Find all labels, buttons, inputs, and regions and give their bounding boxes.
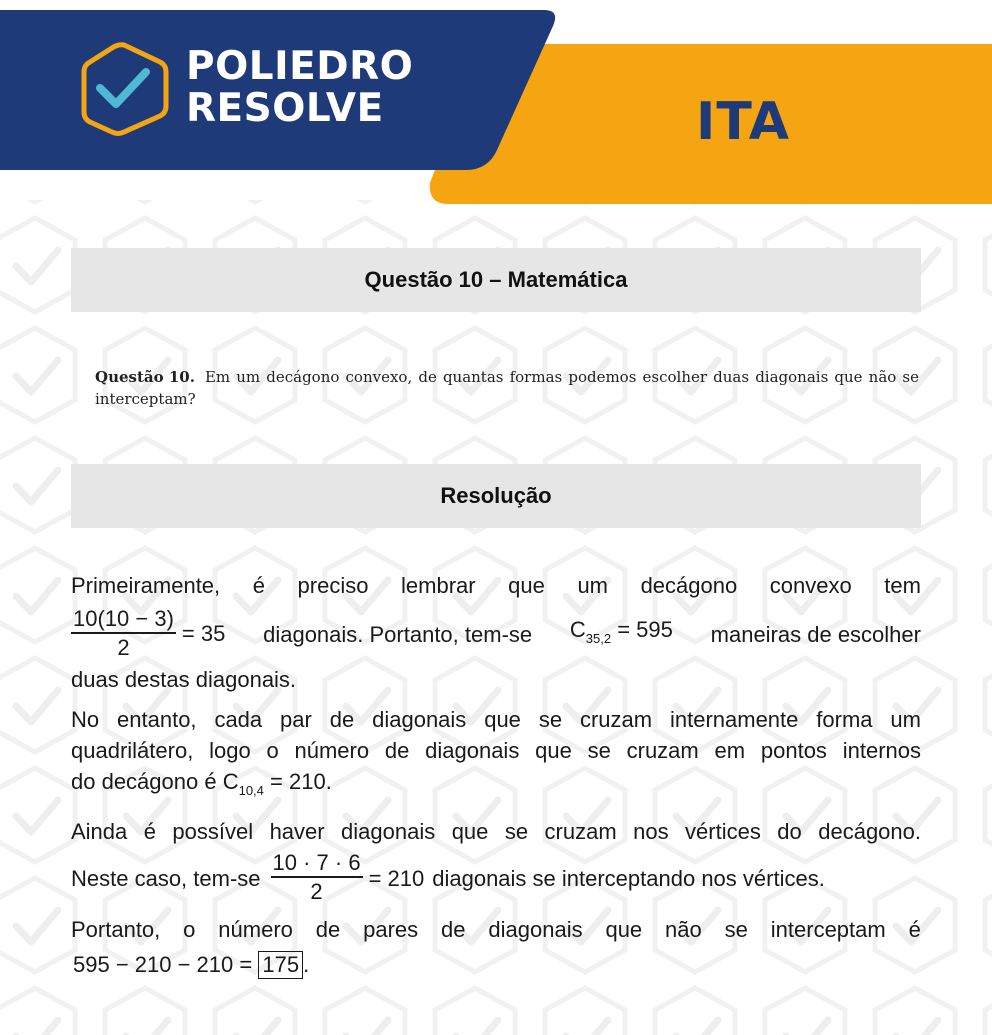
question-label: Questão 10.	[95, 368, 195, 386]
p3-post-text: diagonais se interceptando nos vértices.	[432, 865, 825, 891]
p1-middle-text: diagonais. Portanto, tem-se	[263, 621, 533, 647]
p3-line-2	[71, 846, 921, 910]
word: que	[508, 573, 545, 598]
equals-595: = 595	[617, 617, 673, 642]
resolution-body	[71, 570, 921, 980]
combination-symbol: C	[222, 769, 239, 794]
word: de	[315, 917, 341, 942]
p2-text-2: quadrilátero, logo o número de diagonais que se cruzam em pontos internos	[71, 738, 921, 763]
word: lembrar	[401, 573, 476, 598]
word: o	[183, 917, 196, 942]
word: de	[441, 917, 466, 942]
final-period: .	[303, 952, 310, 977]
brand-line-2: RESOLVE	[186, 86, 384, 131]
word: que	[605, 917, 643, 942]
word: Portanto,	[71, 917, 161, 942]
brand-line-1: POLIEDRO	[186, 44, 414, 89]
word: interceptam	[770, 917, 886, 942]
equals-210-vertices: = 210	[368, 865, 425, 891]
question-text-1: Em um decágono convexo, de quantas formas podemos escolher duas diagonais que não se	[204, 368, 919, 386]
resolution-banner	[71, 464, 921, 528]
word: é	[908, 917, 921, 942]
final-expression: 595 − 210 − 210 =	[73, 952, 253, 977]
p3-pre-text: Neste caso, tem-se	[71, 865, 261, 891]
word: diagonais	[488, 917, 583, 942]
p2-line-3	[71, 766, 921, 816]
p1-line-2	[71, 604, 921, 664]
word: tem	[884, 573, 921, 598]
p4-line-2	[71, 949, 921, 980]
question-line-1	[95, 366, 919, 388]
vertex-count-fraction	[271, 850, 363, 905]
question-banner-title: Questão 10 – Matemática	[364, 267, 628, 292]
resolution-banner-title: Resolução	[440, 483, 552, 508]
combination-subscript: 10,4	[238, 783, 264, 798]
question-text-2: interceptam?	[95, 390, 196, 408]
header-banner	[0, 0, 992, 210]
exam-title: ITA	[696, 92, 791, 152]
word: se	[724, 917, 748, 942]
p2-text-3: do decágono é	[71, 769, 217, 794]
combination-35-2	[570, 614, 673, 654]
question-banner	[71, 248, 921, 312]
p1-line-3: duas destas diagonais.	[71, 667, 297, 692]
p2-text-1: No entanto, cada par de diagonais que se cruzam internamente forma um	[71, 707, 921, 732]
word: número	[218, 917, 293, 942]
p1-line-1	[71, 570, 921, 604]
question-statement	[95, 366, 919, 410]
equals-210: = 210.	[270, 769, 332, 794]
word: é	[252, 573, 265, 598]
word: Primeiramente,	[71, 573, 221, 598]
word: não	[665, 917, 702, 942]
p1-end-text: maneiras de escolher	[710, 621, 921, 647]
combination-symbol: C	[569, 617, 586, 642]
p2-line-1	[71, 704, 921, 735]
brand-name	[186, 46, 413, 130]
p4-line-1	[71, 914, 921, 945]
combination-subscript: 35,2	[585, 631, 612, 646]
diagonal-count-fraction	[71, 606, 176, 661]
word: decágono	[640, 573, 738, 598]
fraction-numerator: 10 · 7 · 6	[272, 850, 361, 876]
fraction-denominator: 2	[117, 634, 130, 660]
fraction-numerator: 10(10 − 3)	[73, 606, 174, 632]
p3-line-1	[71, 816, 921, 846]
fraction-denominator: 2	[310, 878, 323, 904]
p1-fraction-group	[71, 606, 225, 661]
p2-line-2	[71, 735, 921, 766]
word: preciso	[297, 573, 369, 598]
word: um	[577, 573, 608, 598]
word: pares	[363, 917, 419, 942]
p3-text-1: Ainda é possível haver diagonais que se cruzam nos vértices do decágono.	[71, 819, 921, 844]
word: convexo	[769, 573, 852, 598]
final-answer-box: 175	[258, 951, 303, 979]
equals-35: = 35	[181, 621, 226, 647]
